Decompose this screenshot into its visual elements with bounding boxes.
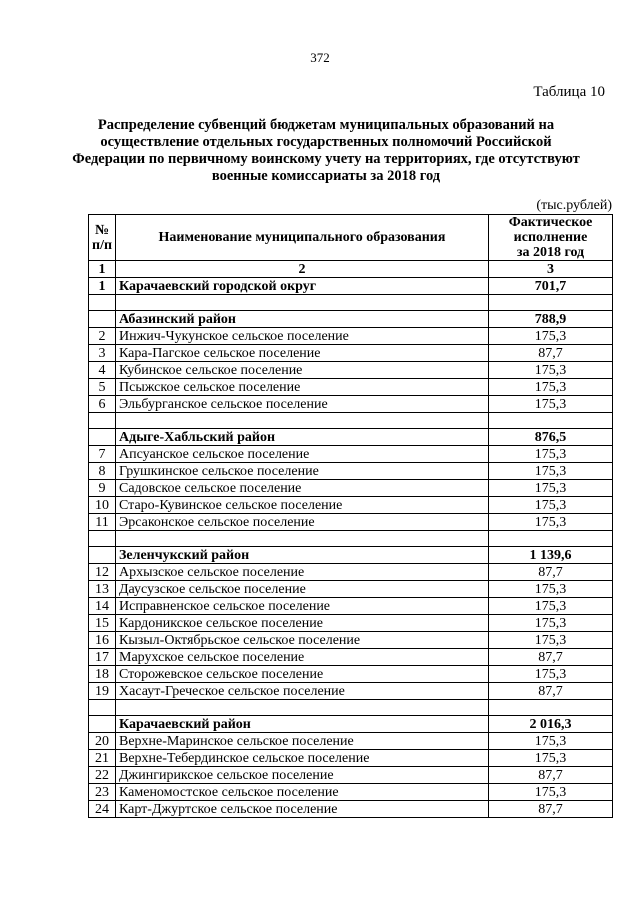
table-row <box>89 396 613 413</box>
table-row <box>89 767 613 784</box>
row-number: 8 <box>89 463 116 480</box>
row-value: 701,7 <box>489 278 613 295</box>
header-number-line1: № <box>94 222 110 238</box>
row-name: Псыжское сельское поселение <box>116 379 489 396</box>
header-value-line1: Фактическое <box>508 215 593 230</box>
row-name: Инжич-Чукунское сельское поселение <box>116 328 489 345</box>
row-number: 1 <box>89 278 116 295</box>
table-row <box>89 379 613 396</box>
row-name: Исправненское сельское поселение <box>116 598 489 615</box>
table-row <box>89 784 613 801</box>
row-name: Абазинский район <box>116 311 489 328</box>
row-number: 18 <box>89 666 116 683</box>
row-number: 7 <box>89 446 116 463</box>
row-value: 175,3 <box>489 598 613 615</box>
row-value: 87,7 <box>489 345 613 362</box>
table-row <box>89 362 613 379</box>
district-row <box>89 311 613 328</box>
row-value <box>489 295 613 311</box>
row-number <box>89 531 116 547</box>
row-name: Джингирикское сельское поселение <box>116 767 489 784</box>
row-number: 5 <box>89 379 116 396</box>
document-title: Распределение субвенций бюджетам муниципальных образований на осуществление отдельных государственных полномочий Российской Федерации по первичному воинскому учету на территориях, где отсутствуют военные комиссариаты за 2018 год <box>72 117 580 184</box>
row-number: 11 <box>89 514 116 531</box>
row-number <box>89 311 116 328</box>
row-name <box>116 531 489 547</box>
row-name: Верхне-Маринское сельское поселение <box>116 733 489 750</box>
row-name: Зеленчукский район <box>116 547 489 564</box>
column-number: 3 <box>489 261 613 278</box>
row-value: 87,7 <box>489 801 613 818</box>
row-value: 175,3 <box>489 446 613 463</box>
spacer-row <box>89 295 613 311</box>
row-number: 17 <box>89 649 116 666</box>
row-value <box>489 413 613 429</box>
header-value-line3: за 2018 год <box>516 245 585 260</box>
row-number: 4 <box>89 362 116 379</box>
row-name <box>116 295 489 311</box>
table-row <box>89 632 613 649</box>
row-name: Эльбурганское сельское поселение <box>116 396 489 413</box>
row-value: 876,5 <box>489 429 613 446</box>
row-name: Марухское сельское поселение <box>116 649 489 666</box>
table-row <box>89 683 613 700</box>
units-label: (тыс.рублей) <box>536 198 612 213</box>
row-name: Эрсаконское сельское поселение <box>116 514 489 531</box>
spacer-row <box>89 413 613 429</box>
row-number: 3 <box>89 345 116 362</box>
row-value <box>489 531 613 547</box>
row-value: 87,7 <box>489 649 613 666</box>
row-value: 175,3 <box>489 784 613 801</box>
row-name: Апсуанское сельское поселение <box>116 446 489 463</box>
header-number <box>89 215 116 261</box>
row-number: 14 <box>89 598 116 615</box>
row-number <box>89 547 116 564</box>
row-name: Архызское сельское поселение <box>116 564 489 581</box>
row-name: Старо-Кувинское сельское поселение <box>116 497 489 514</box>
row-name: Садовское сельское поселение <box>116 480 489 497</box>
row-number: 24 <box>89 801 116 818</box>
row-name <box>116 700 489 716</box>
row-number <box>89 700 116 716</box>
subvention-table <box>88 214 613 818</box>
row-value: 175,3 <box>489 480 613 497</box>
row-number: 13 <box>89 581 116 598</box>
header-number-line2: п/п <box>92 237 113 253</box>
row-name: Карачаевский район <box>116 716 489 733</box>
row-name: Каменомостское сельское поселение <box>116 784 489 801</box>
row-number <box>89 295 116 311</box>
row-number <box>89 429 116 446</box>
row-name: Хасаут-Греческое сельское поселение <box>116 683 489 700</box>
table-body <box>89 278 613 818</box>
row-value: 175,3 <box>489 396 613 413</box>
header-name: Наименование муниципального образования <box>116 215 489 261</box>
table-row <box>89 514 613 531</box>
column-number: 2 <box>116 261 489 278</box>
row-value <box>489 700 613 716</box>
table-row <box>89 480 613 497</box>
row-value: 175,3 <box>489 463 613 480</box>
row-name: Карт-Джуртское сельское поселение <box>116 801 489 818</box>
row-name: Кара-Пагское сельское поселение <box>116 345 489 362</box>
row-number: 19 <box>89 683 116 700</box>
column-number-row <box>89 261 613 278</box>
row-name: Адыге-Хабльский район <box>116 429 489 446</box>
row-number <box>89 413 116 429</box>
row-number: 23 <box>89 784 116 801</box>
row-value: 175,3 <box>489 362 613 379</box>
row-value: 1 139,6 <box>489 547 613 564</box>
table-row <box>89 649 613 666</box>
column-number: 1 <box>89 261 116 278</box>
row-name: Кубинское сельское поселение <box>116 362 489 379</box>
row-value: 175,3 <box>489 632 613 649</box>
row-number: 12 <box>89 564 116 581</box>
row-number: 10 <box>89 497 116 514</box>
row-value: 788,9 <box>489 311 613 328</box>
row-name: Даусузское сельское поселение <box>116 581 489 598</box>
district-row <box>89 716 613 733</box>
table-label: Таблица 10 <box>533 84 605 100</box>
district-row <box>89 278 613 295</box>
table-row <box>89 801 613 818</box>
row-name: Кызыл-Октябрьское сельское поселение <box>116 632 489 649</box>
row-value: 87,7 <box>489 564 613 581</box>
district-row <box>89 547 613 564</box>
row-number: 9 <box>89 480 116 497</box>
district-row <box>89 429 613 446</box>
row-name: Верхне-Тебердинское сельское поселение <box>116 750 489 767</box>
header-value <box>489 215 613 261</box>
row-value: 175,3 <box>489 497 613 514</box>
table-row <box>89 497 613 514</box>
table-row <box>89 733 613 750</box>
row-number: 20 <box>89 733 116 750</box>
row-name: Сторожевское сельское поселение <box>116 666 489 683</box>
table-row <box>89 463 613 480</box>
row-value: 175,3 <box>489 615 613 632</box>
header-value-line2: исполнение <box>513 230 588 245</box>
table-row <box>89 446 613 463</box>
row-value: 175,3 <box>489 581 613 598</box>
row-value: 87,7 <box>489 767 613 784</box>
table-row <box>89 345 613 362</box>
table-row <box>89 598 613 615</box>
row-value: 175,3 <box>489 379 613 396</box>
row-number <box>89 716 116 733</box>
table-row <box>89 328 613 345</box>
spacer-row <box>89 531 613 547</box>
row-value: 175,3 <box>489 750 613 767</box>
row-value: 175,3 <box>489 328 613 345</box>
table-row <box>89 615 613 632</box>
table-row <box>89 666 613 683</box>
row-number: 21 <box>89 750 116 767</box>
row-value: 2 016,3 <box>489 716 613 733</box>
row-number: 6 <box>89 396 116 413</box>
row-value: 175,3 <box>489 666 613 683</box>
page-number: 372 <box>310 50 330 65</box>
row-name: Кардоникское сельское поселение <box>116 615 489 632</box>
row-value: 175,3 <box>489 733 613 750</box>
row-value: 87,7 <box>489 683 613 700</box>
row-number: 15 <box>89 615 116 632</box>
row-number: 2 <box>89 328 116 345</box>
row-name <box>116 413 489 429</box>
row-number: 16 <box>89 632 116 649</box>
row-value: 175,3 <box>489 514 613 531</box>
row-number: 22 <box>89 767 116 784</box>
table-header-row <box>89 215 613 261</box>
row-name: Грушкинское сельское поселение <box>116 463 489 480</box>
spacer-row <box>89 700 613 716</box>
row-name: Карачаевский городской округ <box>116 278 489 295</box>
table-row <box>89 750 613 767</box>
table-row <box>89 564 613 581</box>
table-row <box>89 581 613 598</box>
